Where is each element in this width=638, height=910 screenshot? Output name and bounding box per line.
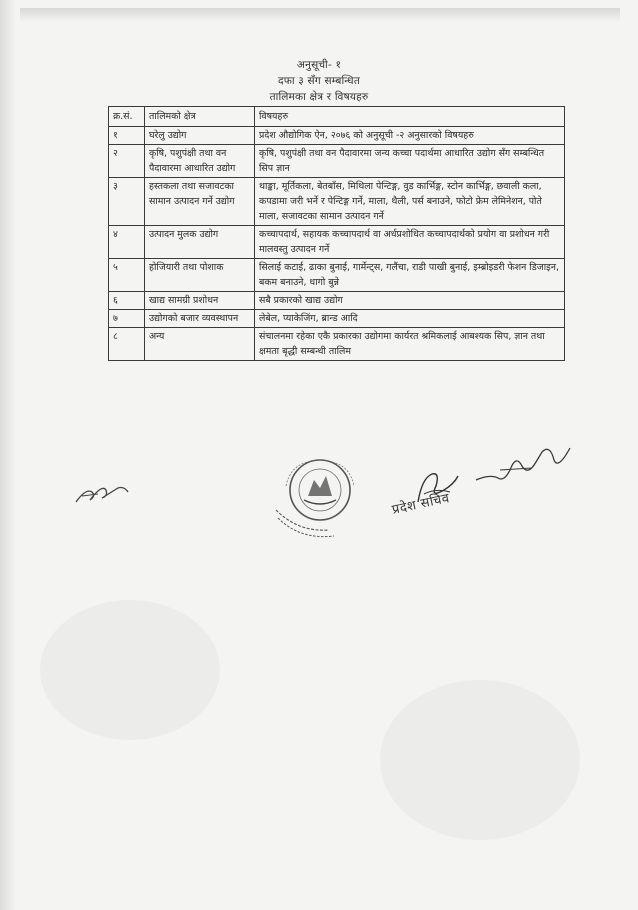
row-number: ८ — [109, 328, 145, 361]
signatory-title: प्रदेश सचिव — [390, 490, 452, 518]
header-training-area: तालिमको क्षेत्र — [145, 107, 255, 127]
scan-smudge — [380, 680, 580, 840]
table-row — [109, 145, 565, 178]
scan-shadow-left — [0, 0, 16, 910]
row-topics: संचालनमा रहेका एकै प्रकारका उद्योगमा कार्यरत श्रमिकलाई आबश्यक सिप, ज्ञान तथा क्षमता बृद्धी सम्बन्धी तालिम — [255, 328, 565, 361]
row-training-area: अन्य — [145, 328, 255, 361]
handwritten-signature-right — [470, 440, 580, 490]
official-seal-stamp — [268, 456, 364, 540]
row-topics: लेबेल, प्याकेजिंग, ब्रान्ड आदि — [255, 310, 565, 328]
training-areas-table — [108, 106, 565, 361]
schedule-title: अनुसूची- १ — [296, 59, 342, 71]
row-number: ३ — [109, 178, 145, 226]
table-row — [109, 127, 565, 145]
row-topics: सबै प्रकारको खाद्य उद्योग — [255, 292, 565, 310]
table-row — [109, 226, 565, 259]
row-number: ७ — [109, 310, 145, 328]
row-training-area: कृषि, पशुपंक्षी तथा वन पैदावारमा आधारित उद्योग — [145, 145, 255, 178]
row-training-area: हस्तकला तथा सजावटका सामान उत्पादन गर्ने उद्योग — [145, 178, 255, 226]
table-header-row — [109, 107, 565, 127]
schedule-subtitle: तालिमका क्षेत्र र विषयहरु — [269, 91, 369, 103]
row-number: ४ — [109, 226, 145, 259]
row-training-area: उत्पादन मुलक उद्योग — [145, 226, 255, 259]
row-number: २ — [109, 145, 145, 178]
row-number: १ — [109, 127, 145, 145]
table-row — [109, 178, 565, 226]
row-number: ६ — [109, 292, 145, 310]
header-serial-number: क्र.सं. — [109, 107, 145, 127]
table-row — [109, 328, 565, 361]
scan-smudge — [40, 600, 220, 740]
row-topics: सिलाई कटाई, ढाका बुनाई, गार्मेन्ट्स, गलैंचा, राडी पाखी बुनाई, इम्ब्रोइडरी फेशन डिजाइन, बकम बनाउने, धागो बुन्ने — [255, 259, 565, 292]
header-topics: विषयहरु — [255, 107, 565, 127]
row-training-area: घरेलु उद्योग — [145, 127, 255, 145]
table-row — [109, 292, 565, 310]
table-row — [109, 259, 565, 292]
row-number: ५ — [109, 259, 145, 292]
row-topics: कच्चापदार्थ, सहायक कच्चापदार्थ वा अर्धप्रशोधित कच्चापदार्थको प्रयोग वा प्रशोधन गरी मालवस्तु उत्पादन गर्ने — [255, 226, 565, 259]
row-training-area: उद्योगको बजार व्यवस्थापन — [145, 310, 255, 328]
table-row — [109, 310, 565, 328]
scan-shadow-top — [20, 8, 620, 22]
handwritten-signature-left — [72, 478, 136, 508]
row-topics: थाङ्का, मूर्तिकला, बेतबाँस, मिथिला पेन्टिङ्ग, वुड कार्भिङ्ग, स्टोन कार्भिङ्ग, छवाली कला, कपडामा जरी भर्ने र पेन्टिङ्ग गर्ने, माला, थैली, पर्स बनाउने, फोटो फ्रेम लेमिनेशन, पोते माला, सजावटका सामान उत्पादन गर्ने — [255, 178, 565, 226]
row-training-area: खाद्य सामग्री प्रशोधन — [145, 292, 255, 310]
schedule-section-reference: दफा ३ सँग सम्बन्धित — [277, 75, 361, 87]
row-topics: कृषि, पशुपंक्षी तथा वन पैदावारमा जन्य कच्चा पदार्थमा आधारित उद्योग सँग सम्बन्धित सिप ज्ञान — [255, 145, 565, 178]
row-topics: प्रदेश औद्योगिक ऐन, २०७६ को अनुसूची -२ अनुसारको विषयहरु — [255, 127, 565, 145]
row-training-area: होजियारी तथा पोशाक — [145, 259, 255, 292]
